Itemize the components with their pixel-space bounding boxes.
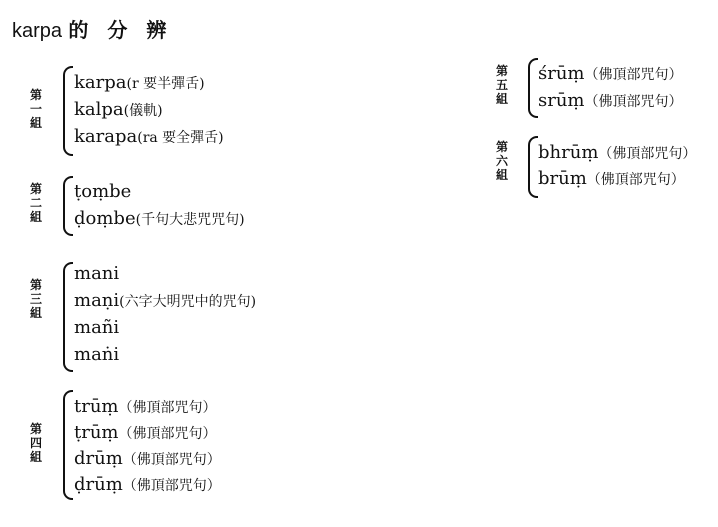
group-2	[28, 174, 288, 240]
entry-note: (ra 要全彈舌)	[137, 130, 224, 146]
group-label	[28, 422, 44, 464]
group-brace	[528, 136, 538, 198]
group-label	[494, 64, 510, 106]
title-suffix: 的 分 辨	[68, 18, 173, 42]
group-entry	[74, 394, 217, 421]
group-5	[494, 58, 710, 120]
group-entry	[74, 70, 205, 97]
group-label-char: 第	[29, 88, 42, 102]
group-label-char: 三	[29, 292, 42, 306]
group-label-char: 組	[495, 168, 508, 182]
group-entry	[74, 446, 221, 473]
entry-term: śrūṃ	[538, 63, 585, 84]
group-entry	[74, 179, 131, 206]
group-brace	[63, 262, 73, 372]
group-4	[28, 390, 288, 504]
entry-term: trūṃ	[74, 396, 119, 417]
group-label-char: 第	[29, 278, 42, 292]
group-label-char: 二	[29, 196, 42, 210]
group-entry	[74, 315, 119, 342]
group-6	[494, 134, 710, 200]
group-3	[28, 258, 288, 374]
group-label	[28, 182, 44, 224]
group-entry	[74, 124, 224, 151]
entry-term: ṭoṃbe	[74, 181, 132, 202]
entry-term: srūṃ	[538, 90, 585, 111]
entry-note: （佛頂部咒句）	[584, 67, 683, 83]
entry-term: drūṃ	[74, 448, 123, 469]
title-term: karpa	[12, 20, 63, 42]
group-label-char: 第	[495, 64, 508, 78]
group-entry	[538, 88, 683, 115]
group-entry	[74, 472, 221, 499]
entry-note: (儀軌)	[123, 103, 163, 119]
entry-term: mañi	[74, 317, 120, 338]
entry-note: （佛頂部咒句）	[122, 452, 221, 468]
group-brace	[63, 176, 73, 236]
group-entry	[538, 61, 683, 88]
group-entry	[538, 140, 696, 167]
entry-note: （佛頂部咒句）	[118, 426, 217, 442]
entry-note: (六字大明咒中的咒句)	[119, 294, 257, 310]
entry-note: （佛頂部咒句）	[584, 94, 683, 110]
group-entry	[74, 97, 163, 124]
entry-term: maṅi	[74, 344, 120, 365]
entry-term: ḍrūṃ	[74, 474, 123, 495]
group-label-char: 四	[29, 436, 42, 450]
entry-note: (r 要半彈舌)	[126, 76, 205, 92]
entry-term: ṭrūṃ	[74, 422, 119, 443]
group-brace	[528, 58, 538, 118]
group-label-char: 組	[495, 92, 508, 106]
entry-note: （佛頂部咒句）	[118, 400, 217, 416]
group-label-char: 第	[29, 182, 42, 196]
entry-term: kalpa	[74, 99, 124, 120]
group-label-char: 第	[29, 422, 42, 436]
group-entry	[74, 261, 119, 288]
group-entry	[74, 288, 256, 315]
entry-term: brūṃ	[538, 168, 587, 189]
group-label-char: 組	[29, 450, 42, 464]
entry-term: maṇi	[74, 290, 120, 311]
group-label	[28, 88, 44, 130]
group-label	[28, 278, 44, 320]
group-brace	[63, 390, 73, 500]
group-1	[28, 64, 288, 160]
entry-term: ḍoṃbe	[74, 208, 136, 229]
group-label-char: 組	[29, 306, 42, 320]
group-label-char: 一	[29, 102, 42, 116]
group-label-char: 組	[29, 116, 42, 130]
entry-term: karapa	[74, 126, 138, 147]
entry-note: (千句大悲咒咒句)	[135, 212, 245, 228]
group-entry	[74, 342, 119, 369]
entry-term: bhrūṃ	[538, 142, 599, 163]
group-label-char: 六	[495, 154, 508, 168]
group-entry	[74, 420, 217, 447]
group-label-char: 五	[495, 78, 508, 92]
group-label-char: 第	[495, 140, 508, 154]
group-brace	[63, 66, 73, 156]
page-title	[12, 14, 172, 43]
group-label-char: 組	[29, 210, 42, 224]
entry-note: （佛頂部咒句）	[598, 146, 697, 162]
entry-term: mani	[74, 263, 120, 284]
group-entry	[538, 166, 685, 193]
entry-term: karpa	[74, 72, 127, 93]
group-entry	[74, 206, 245, 233]
entry-note: （佛頂部咒句）	[122, 478, 221, 494]
group-label	[494, 140, 510, 182]
entry-note: （佛頂部咒句）	[586, 172, 685, 188]
